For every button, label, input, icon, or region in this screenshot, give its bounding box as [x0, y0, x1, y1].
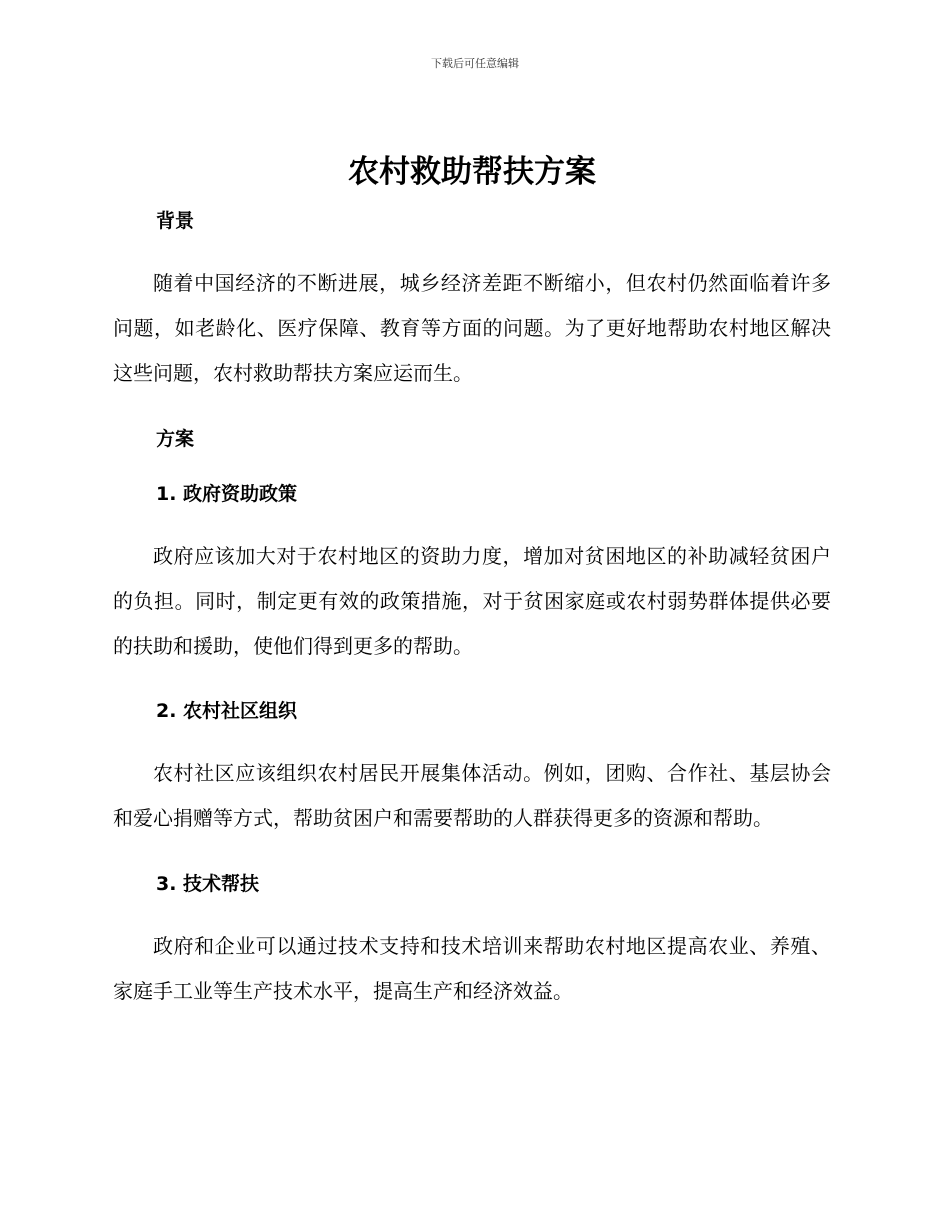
header-note: 下载后可任意编辑 — [431, 57, 519, 70]
section-heading-plan: 方案 — [156, 428, 195, 450]
paragraph-technical-support: 政府和企业可以通过技术支持和技术培训来帮助农村地区提高农业、养殖、家庭手工业等生产技术水平，提高生产和经济效益。 — [113, 934, 831, 1003]
subheading-government-policy: 1. 政府资助政策 — [156, 483, 298, 505]
section-heading-background: 背景 — [156, 210, 195, 232]
paragraph-community-organization: 农村社区应该组织农村居民开展集体活动。例如，团购、合作社、基层协会和爱心捐赠等方式，帮助贫困户和需要帮助的人群获得更多的资源和帮助。 — [113, 761, 831, 830]
document-title: 农村救助帮扶方案 — [348, 154, 596, 190]
document-body — [113, 150, 831, 1014]
paragraph-background: 随着中国经济的不断进展，城乡经济差距不断缩小，但农村仍然面临着许多问题，如老龄化、医疗保障、教育等方面的问题。为了更好地帮助农村地区解决这些问题，农村救助帮扶方案应运而生。 — [113, 271, 831, 385]
subheading-technical-support: 3. 技术帮扶 — [156, 873, 260, 895]
paragraph-government-policy: 政府应该加大对于农村地区的资助力度，增加对贫困地区的补助减轻贫困户的负担。同时，制定更有效的政策措施，对于贫困家庭或农村弱势群体提供必要的扶助和援助，使他们得到更多的帮助。 — [113, 544, 831, 658]
subheading-community-organization: 2. 农村社区组织 — [156, 700, 298, 722]
